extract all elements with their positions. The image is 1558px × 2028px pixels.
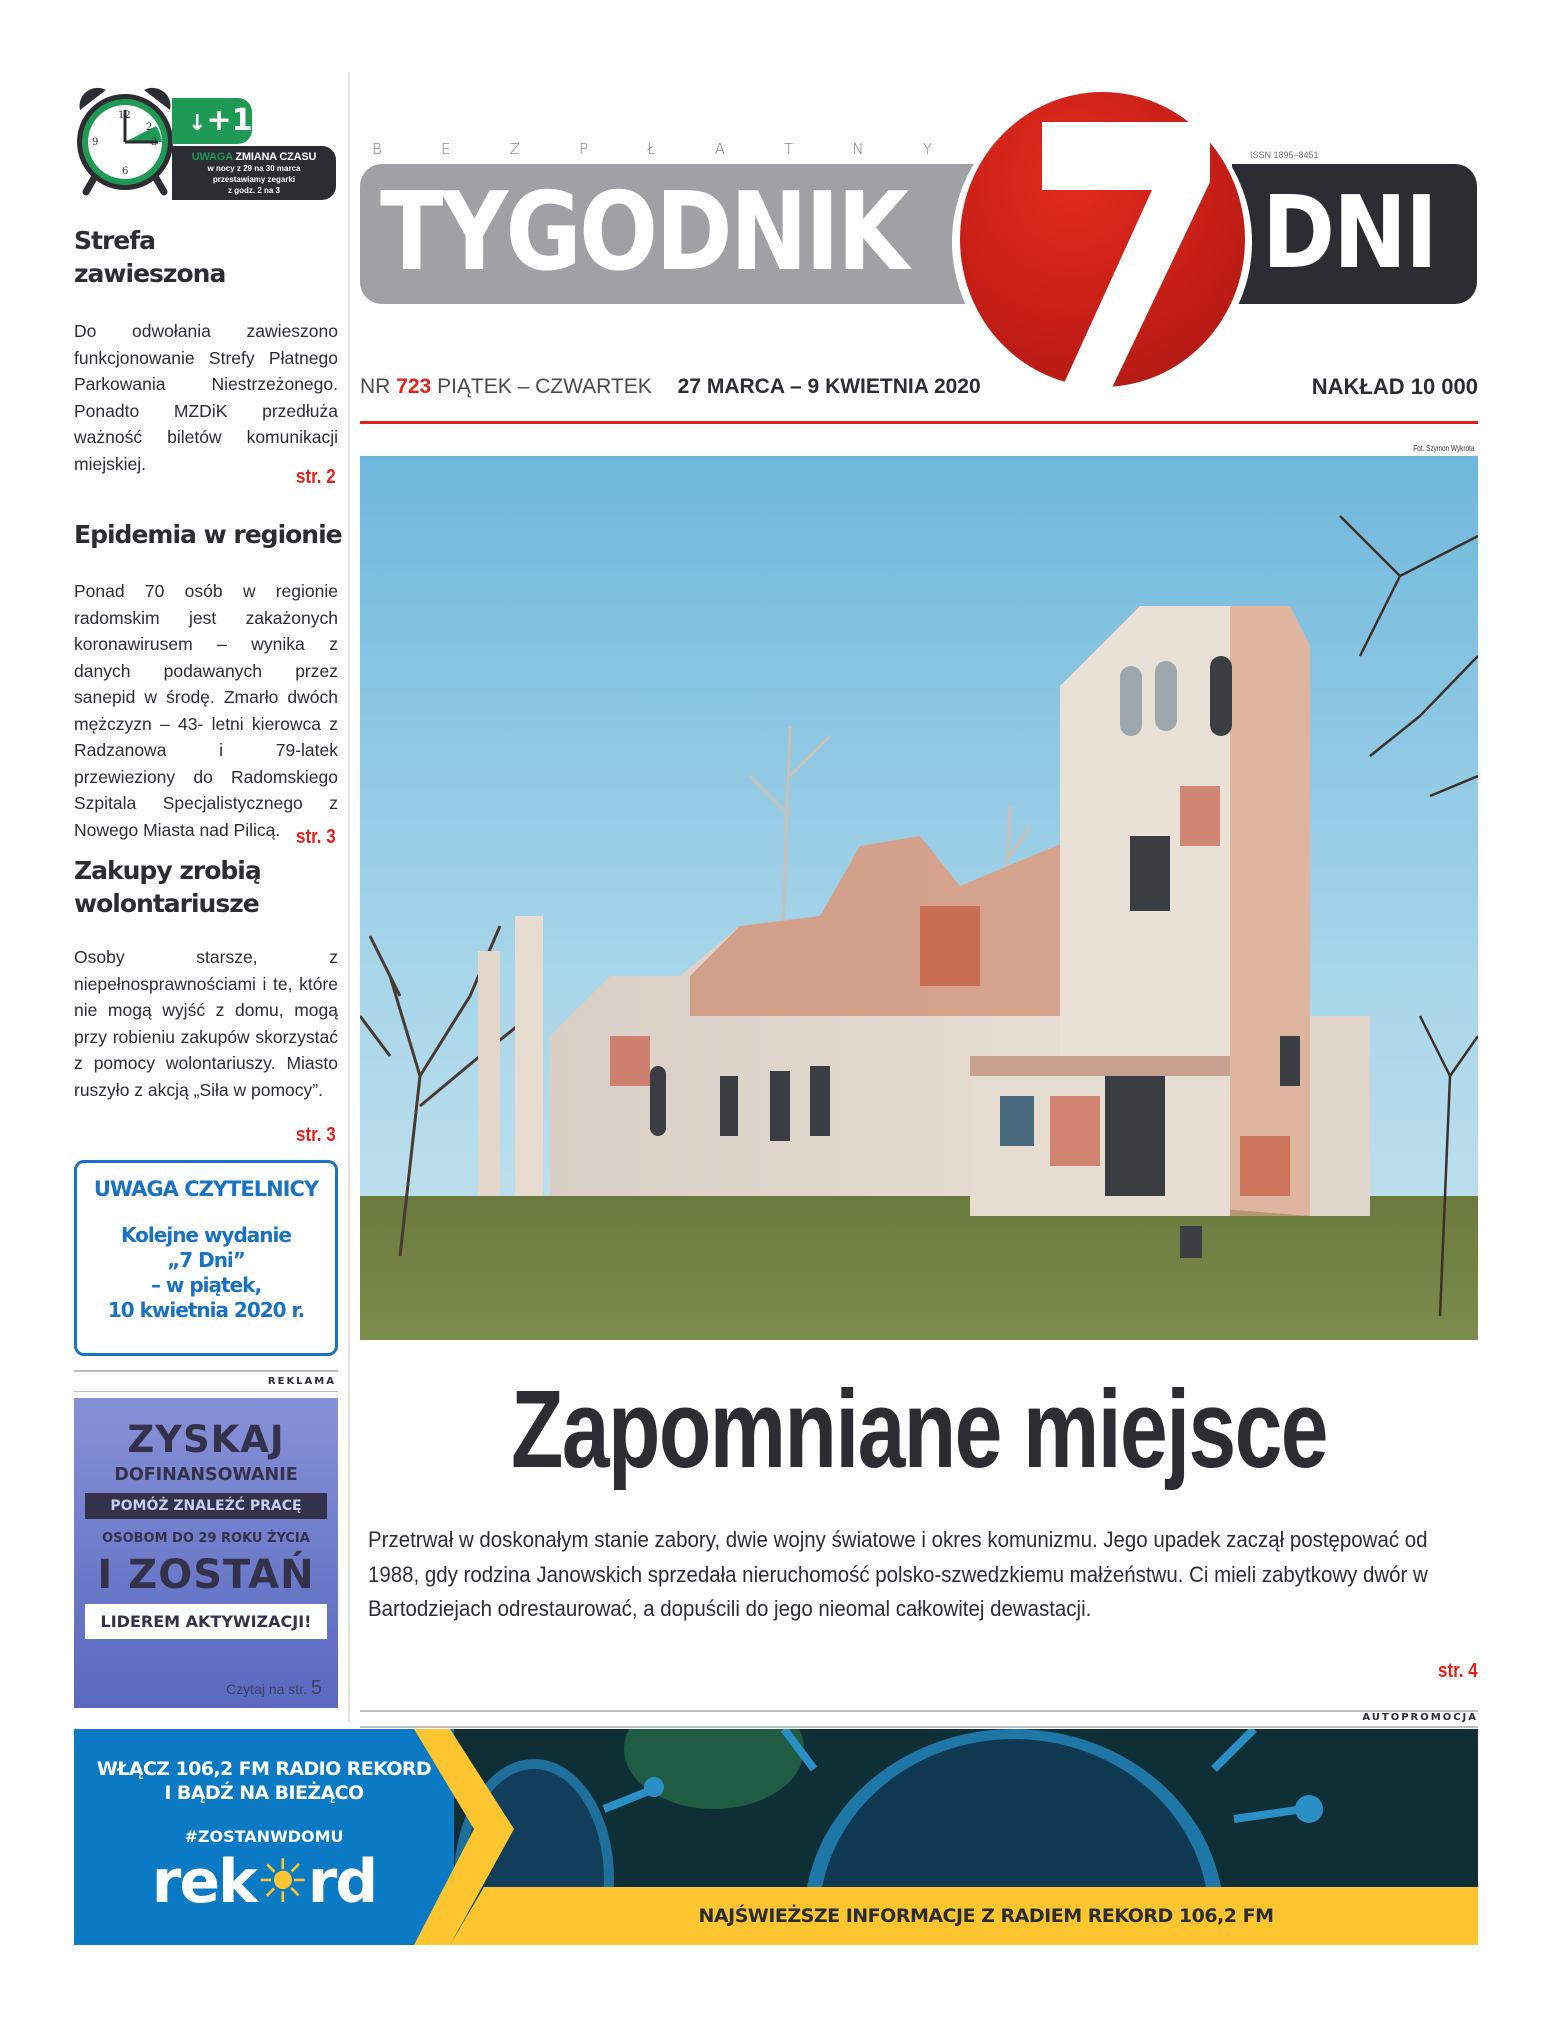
ad-label: REKLAMA — [267, 1376, 336, 1387]
page-reference[interactable]: str. 3 — [296, 1124, 336, 1146]
time-change-title: ZMIANA CZASU — [235, 151, 317, 163]
reader-notice-line: – w piątek, — [150, 1273, 262, 1297]
tagline-letter: N — [852, 140, 864, 158]
time-change-line: w nocy z 29 na 30 marca — [207, 164, 301, 173]
ad-tagline: POMÓŻ ZNALEŹĆ PRACĘ — [85, 1493, 327, 1519]
logo-text-left: rek — [151, 1847, 256, 1917]
issue-dates: 27 MARCA – 9 KWIETNIA 2020 — [677, 375, 981, 398]
banner-hashtag: #ZOSTANWDOMU — [184, 1827, 344, 1846]
reader-notice-heading: UWAGA CZYTELNICY — [93, 1177, 319, 1201]
sun-icon: ☀ — [255, 1847, 308, 1917]
radio-rekord-banner[interactable] — [74, 1729, 1478, 1945]
arrow-down-icon: ↓ — [188, 111, 207, 136]
seven-logo-icon — [960, 92, 1245, 392]
logo-text-right: rd — [307, 1847, 377, 1917]
issue-number: 723 — [396, 375, 432, 398]
time-change-notice — [72, 76, 342, 206]
rekord-logo — [74, 1847, 454, 1917]
masthead-title-left: TYGODNIK — [380, 170, 907, 295]
page-reference[interactable]: str. 3 — [296, 826, 336, 848]
banner-line1: WŁĄCZ 106,2 FM RADIO REKORD — [96, 1758, 432, 1780]
article-title[interactable]: Strefa zawieszona — [74, 226, 226, 288]
svg-text:2: 2 — [146, 122, 153, 133]
ad-cta: LIDEREM AKTYWIZACJI! — [85, 1604, 327, 1639]
ad-read-more-page: 5 — [310, 1677, 322, 1699]
masthead-title-right: DNI — [1262, 174, 1437, 291]
plus-one-text: +1 — [206, 103, 253, 138]
reader-notice-line: „7 Dni” — [167, 1248, 245, 1272]
time-change-text — [172, 146, 336, 200]
divider — [360, 1726, 1478, 1728]
ad-headline: ZYSKAJ — [127, 1418, 285, 1461]
main-headline[interactable]: Zapomniane miejsce — [511, 1368, 1327, 1491]
circulation: NAKŁAD 10 000 — [1311, 374, 1478, 399]
photo-credit: Fot. Szymon Wykrota — [1412, 444, 1474, 453]
ad-cta-heading: I ZOSTAŃ — [97, 1552, 315, 1598]
plus-one-tag — [172, 98, 252, 144]
page-reference[interactable]: str. 2 — [296, 466, 336, 488]
masthead-divider — [360, 421, 1478, 424]
sidebar-divider — [348, 72, 350, 1722]
issn: ISSN 1895–8451 — [1250, 150, 1319, 160]
article-body: Ponad 70 osób w regionie radomskim jest zakażonych koronawirusem – wynika z danych podawanych przez sanepid w środę. Zmarło dwóch mężczyzn – 43- letni kierowca z Radzanowa i 79-latek przewieziony do Radomskiego Szpitala Specjalistycznego z Nowego Miasta nad Pilicą. — [74, 581, 338, 840]
masthead-tagline — [372, 140, 932, 158]
main-story-photo[interactable] — [360, 456, 1478, 1340]
article-body: Do odwołania zawieszono funkcjonowanie Strefy Płatnego Parkowania Niestrzeżonego. Ponadto MZDiK przedłuża ważność biletów komunikacji miejskiej. — [74, 321, 338, 474]
tagline-letter: B — [372, 140, 382, 158]
issue-days: PIĄTEK – CZWARTEK — [437, 375, 652, 398]
divider — [74, 1391, 338, 1392]
banner-label: AUTOPROMOCJA — [1362, 1712, 1478, 1723]
tagline-letter: A — [714, 140, 725, 158]
tagline-letter: T — [784, 140, 794, 158]
reader-notice-line: Kolejne wydanie — [121, 1223, 291, 1247]
svg-text:9: 9 — [92, 137, 99, 148]
tagline-letter: Ł — [647, 140, 656, 158]
reader-notice-box — [74, 1160, 338, 1356]
time-change-line: przestawiamy zegarki — [212, 175, 296, 184]
time-change-line: z godz. 2 na 3 — [227, 186, 280, 195]
manor-ruin-image — [360, 456, 1478, 1340]
page-reference[interactable]: str. 4 — [1438, 1660, 1478, 1682]
tagline-letter: P — [578, 140, 589, 158]
reader-notice-line: 10 kwietnia 2020 r. — [107, 1298, 305, 1322]
main-lead: Przetrwał w doskonałym stanie zabory, dwie wojny światowe i okres komunizmu. Jego upadek zaczął postępować od 1988, gdy rodzina Janowskich sprzedała nieruchomość polsko-szwedzkiemu małżeństwu. Ci mieli zabytkowy dwór w Bartodziejach odrestaurować, a dopuścili do jego nieomal całkowitej dewastacji. — [368, 1527, 1428, 1621]
article-title[interactable]: Zakupy zrobią wolontariusze — [74, 856, 261, 918]
issue-prefix: NR — [360, 375, 391, 398]
svg-text:12: 12 — [118, 110, 131, 121]
article-body: Osoby starsze, z niepełnosprawnościami i te, które nie mogą wyjść z domu, mogą przy robieniu zakupów skorzystać z pomocy wolontariuszy. Miasto ruszyło z akcją „Siła w pomocy”. — [74, 947, 338, 1100]
time-change-accent: UWAGA — [191, 151, 233, 163]
tagline-letter: E — [440, 140, 451, 158]
divider — [74, 1370, 338, 1372]
ad-read-more-text: Czytaj na str. — [226, 1681, 307, 1697]
ad-read-more[interactable] — [226, 1677, 322, 1700]
issue-info — [360, 375, 981, 399]
banner-strip-text: NAJŚWIEŻSZE INFORMACJE Z RADIEM REKORD 106,2 FM — [698, 1905, 1274, 1927]
banner-strip — [494, 1887, 1478, 1945]
tagline-letter: Z — [509, 140, 520, 158]
banner-line2: I BĄDŹ NA BIEŻĄCO — [164, 1782, 364, 1804]
tagline-letter: Y — [922, 140, 932, 158]
ad-subheadline: DOFINANSOWANIE — [114, 1465, 298, 1485]
svg-text:6: 6 — [122, 166, 129, 177]
divider — [360, 1710, 1478, 1712]
ad-target: OSOBOM DO 29 ROKU ŻYCIA — [102, 1531, 310, 1546]
article-title[interactable]: Epidemia w regionie — [74, 520, 342, 549]
svg-text:3: 3 — [151, 137, 158, 148]
banner-left-panel — [74, 1729, 454, 1917]
advertisement-activation[interactable] — [74, 1398, 338, 1708]
alarm-clock-icon — [72, 82, 178, 196]
